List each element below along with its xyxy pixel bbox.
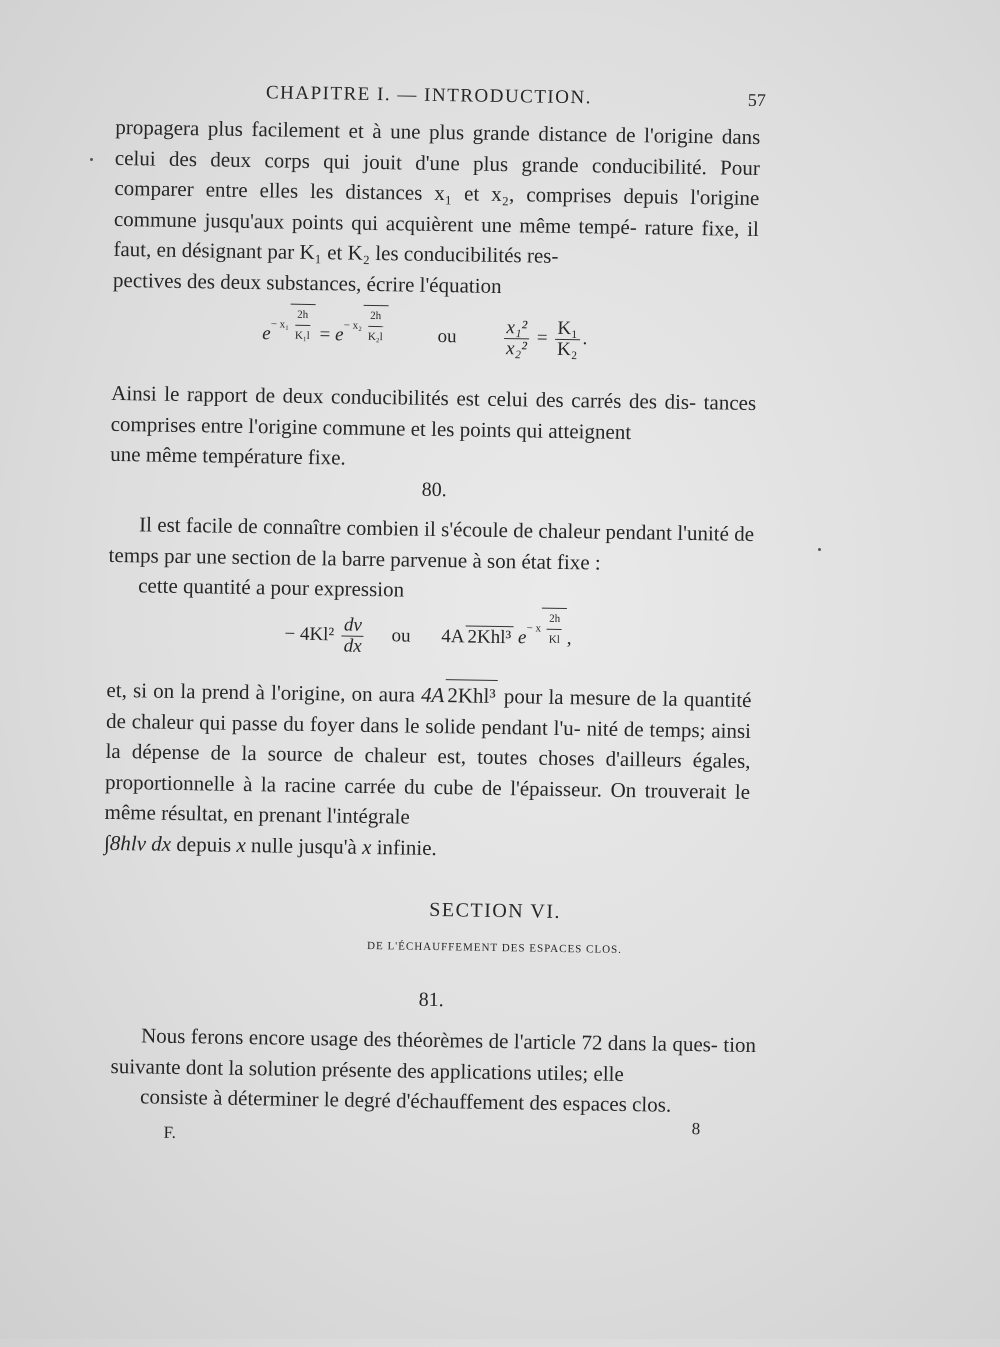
text-line: l'unité de temps par une section de la barre parvenue à son état fixe : [108, 520, 755, 575]
text-line: tances comprises entre l'origine commune et les points qui atteignent [110, 390, 757, 444]
math-fraction: $\frac{\text{x₁²}}{\text{x₂²}}$ [505, 317, 528, 360]
text-line: l'épaisseur. On trouverait le même résultat, en prenant l'intégrale [104, 775, 751, 829]
text-line: l'origine commune jusqu'aux points qui acquièrent une même tempé- [113, 184, 760, 239]
paragraph-2 [110, 378, 756, 480]
section-subtitle: DE L'ÉCHAUFFEMENT DES ESPACES CLOS. [367, 939, 623, 956]
text-line: pectives des deux substances, écrire l'équation [112, 267, 502, 298]
section-title: SECTION VI. [429, 898, 562, 923]
paragraph-4 [104, 674, 752, 868]
text-line: consiste à déterminer le degré d'échauffement des espaces clos. [139, 1084, 672, 1117]
math-exponent: − x₁ 2h K₁l [271, 318, 315, 331]
text-line: ∫8hlv dx depuis x nulle jusqu'à x infinie. [103, 830, 437, 860]
text-line: Il est facile de connaître combien il s'écoule de chaleur pendant [138, 512, 673, 545]
text-line: et, si on la prend à l'origine, on aura 4A 2Khl³ pour la mesure de [106, 677, 657, 711]
math-exponent: − x₂ 2h K₂l [344, 319, 388, 332]
equation-2: − 4Kl² $\frac{dv}{dx}$ ou 4A 2Khl³ $e^{- x \frac{2h}{Kl}}$ , [284, 615, 572, 662]
math-fraction: $\frac{dv}{dx}$ [343, 614, 363, 657]
paragraph-1 [113, 112, 761, 305]
text-line: dans celui des deux corps qui jouit d'une plus grande conducibilité. [114, 124, 761, 179]
signature-letter: F. [163, 1122, 177, 1142]
text-line: choses d'ailleurs égales, proportionnelle à la racine carrée du cube de [104, 745, 751, 800]
math-e: e [334, 324, 344, 346]
paragraph-3 [108, 509, 754, 611]
math-or: ou [437, 325, 457, 348]
article-number-80: 80. [421, 478, 447, 502]
math-fraction: $\frac{\text{K₁}}{\text{K₂}}$ [556, 317, 578, 361]
math-or: ou [391, 625, 411, 647]
text-line: Ainsi le rapport de deux conducibilités est celui des carrés des dis- [111, 380, 697, 415]
page-number: 57 [747, 89, 767, 111]
math-e: e [261, 323, 271, 345]
text-line: une même température fixe. [110, 441, 346, 470]
text-line: nité de temps; ainsi la dépense de la source de chaleur est, toutes [105, 715, 752, 770]
paper-speck [90, 158, 93, 161]
text-line: Nous ferons encore usage des théorèmes de l'article 72 dans la ques- [140, 1023, 719, 1057]
paper-speck [818, 548, 821, 551]
text-line: tion suivante dont la solution présente des applications utiles; elle [110, 1032, 757, 1086]
running-title: CHAPITRE I. — INTRODUCTION. [265, 82, 593, 109]
text-line: Pour comparer entre elles les distances x₁ et x₂, comprises depuis [114, 154, 761, 209]
sheet-number: 8 [691, 1119, 701, 1139]
math-equals: = [536, 327, 548, 349]
math-equals: = [319, 323, 331, 346]
math-exponent: − x 2h Kl [526, 622, 567, 635]
article-number-81: 81. [418, 988, 444, 1012]
text-line: cette quantité a pour expression [137, 573, 405, 602]
text-line: rature fixe, il faut, en désignant par K₁ et K₂ les conducibilités res- [113, 214, 760, 268]
equation-1: $e^{- x_1 \frac{2h}{\text{K₁l}}}$ = $e^{- x_2 \frac{2h}{\text{K₂l}}}$ ou $\frac{\text{x₁²}}{\text{x₂²}}$ = $\frac{\text{K₁}}{\text{K₂}}$ . [262, 314, 588, 362]
text-line: la quantité de chaleur qui passe du foyer dans le solide pendant l'u- [105, 686, 752, 740]
paragraph-5 [110, 1020, 756, 1122]
text-line: propagera plus facilement et à une plus grande distance de l'origine [115, 114, 714, 149]
page-header [266, 82, 766, 116]
